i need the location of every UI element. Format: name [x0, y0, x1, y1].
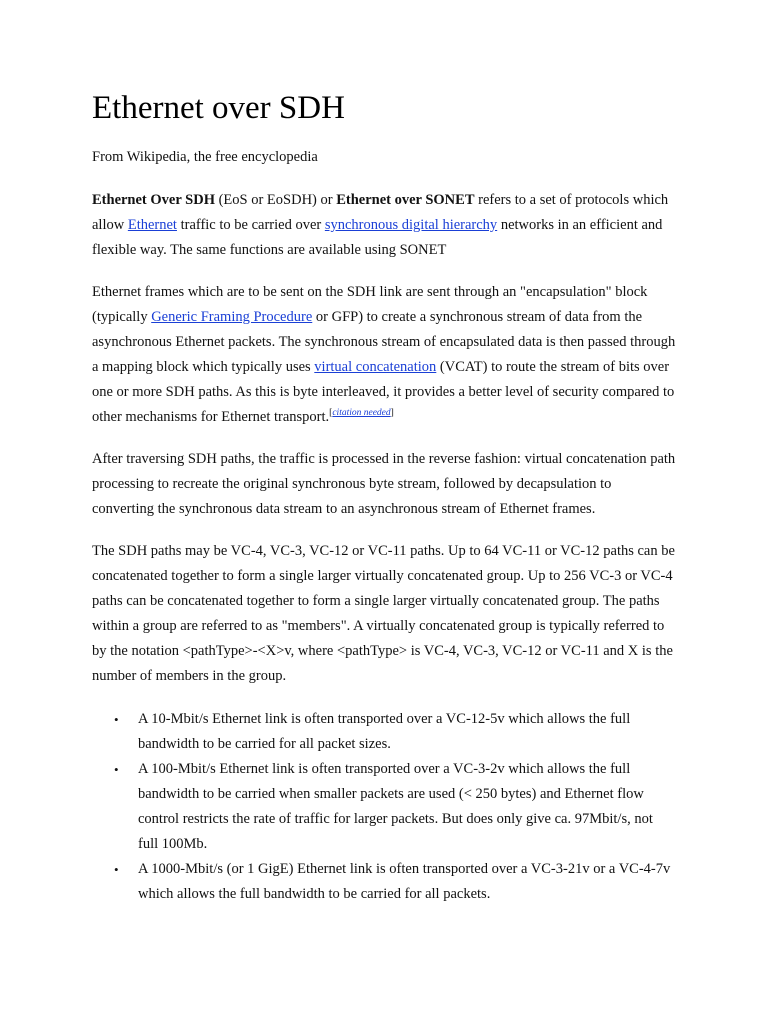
list-item	[92, 757, 676, 857]
list-item-text: A 10-Mbit/s Ethernet link is often transported over a VC-12-5v which allows the full bandwidth to be carried for all packet sizes.	[138, 711, 631, 752]
intro-text-1: (EoS or EoSDH) or	[214, 192, 337, 208]
bullet-icon: •	[114, 762, 119, 777]
cite-close-bracket: ]	[390, 408, 394, 419]
intro-text-4: networks in an efficient and flexible way. The same functions are available using SONET	[92, 217, 663, 258]
bandwidth-list	[92, 707, 676, 907]
sdh-paths-paragraph: The SDH paths may be VC-4, VC-3, VC-12 or VC-11 paths. Up to 64 VC-11 or VC-12 paths can be concatenated together to form a single larger virtually concatenated group. Up to 256 VC-3 or VC-4 paths can be concatenated together to form a single larger virtually concatenated group. The paths within a group are referred to as "members". A virtually concatenated group is typically referred to by the notation <pathType>-<X>v, where <pathType> is VC-4, VC-3, VC-12 or VC-11 and X is the number of members in the group.	[92, 543, 675, 684]
encap-text-1: Ethernet frames which are to be sent on the SDH link are sent through an "encapsulation" block (typically	[92, 284, 648, 325]
bullet-icon: •	[114, 862, 119, 877]
article-title: Ethernet over SDH	[92, 90, 345, 126]
link-citation-needed[interactable]: citation needed	[332, 408, 391, 419]
intro-text-3: traffic to be carried over	[176, 217, 325, 233]
link-synchronous-digital-hierarchy[interactable]: synchronous digital hierarchy	[324, 217, 498, 233]
citation-needed	[329, 408, 394, 418]
cite-open-bracket: [	[329, 408, 333, 419]
link-virtual-concatenation[interactable]: virtual concatenation	[314, 359, 437, 375]
link-ethernet[interactable]: Ethernet	[127, 217, 177, 233]
intro-paragraph	[92, 188, 676, 263]
encapsulation-paragraph	[92, 280, 676, 430]
reverse-processing-paragraph: After traversing SDH paths, the traffic is processed in the reverse fashion: virtual concatenation path processing to recreate the original synchronous byte stream, followed by decapsulation to converting the synchronous data stream to an asynchronous stream of Ethernet frames.	[92, 451, 676, 517]
term-ethernet-over-sonet: Ethernet over SONET	[336, 192, 475, 208]
list-item-text: A 100-Mbit/s Ethernet link is often transported over a VC-3-2v which allows the full bandwidth to be carried when smaller packets are used (< 250 bytes) and Ethernet flow control restricts the rate of traffic for larger packets. But does only give ca. 97Mbit/s, not full 100Mb.	[138, 761, 653, 852]
bullet-icon: •	[114, 712, 119, 727]
encap-text-2: or GFP) to create a synchronous stream of data from the asynchronous Ethernet packets. The synchronous stream of encapsulated data is then passed through a mapping block which typically uses	[92, 309, 676, 375]
link-generic-framing-procedure[interactable]: Generic Framing Procedure	[151, 309, 313, 325]
term-ethernet-over-sdh: Ethernet Over SDH	[92, 192, 215, 208]
list-item-text: A 1000-Mbit/s (or 1 GigE) Ethernet link is often transported over a VC-3-21v or a VC-4-7v which allows the full bandwidth to be carried for all packets.	[138, 861, 671, 902]
list-item	[92, 857, 676, 907]
intro-text-2: refers to a set of protocols which allow	[92, 192, 669, 233]
list-item	[92, 707, 676, 757]
article-tagline: From Wikipedia, the free encyclopedia	[92, 149, 318, 165]
encap-text-3: (VCAT) to route the stream of bits over one or more SDH paths. As this is byte interleaved, it provides a better level of security compared to other mechanisms for Ethernet transport.	[92, 359, 675, 425]
